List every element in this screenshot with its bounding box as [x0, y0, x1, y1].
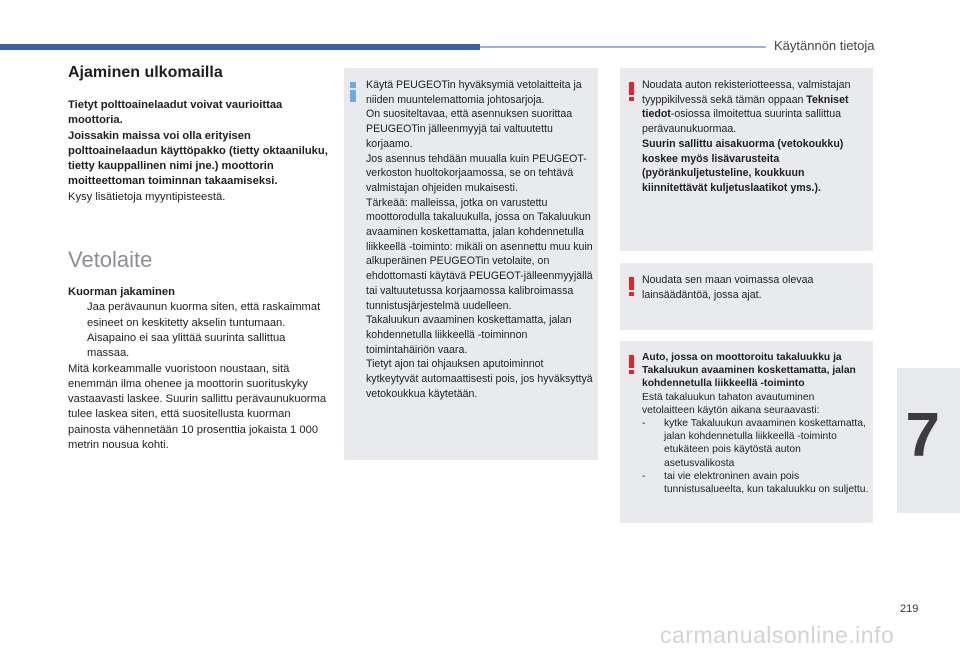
ask-dealer-text: Kysy lisätietoja myyntipisteestä. [68, 190, 226, 203]
warning-bold-text: Auto, jossa on moottoroitu takaluukku ja Takaluukun avaaminen koskettamatta, jalan kohdennetulla liikkeellä -toiminto [642, 352, 856, 390]
warning-icon [629, 355, 635, 374]
altitude-text: Mitä korkeammalle vuoristoon noustaan, sitä enemmän ilma ohenee ja moottorin suorituskyky vastaavasti laskee. Suurin sallittu perävaunukuorma tulee laskea siten, että suositellusta kuorman painosta vähennetään 10 prosenttia jokaista 1 000 metrin nousua kohti. [68, 362, 327, 452]
warning-icon [629, 277, 635, 296]
warning-text-part: -osiossa ilmoitettua suurinta sallittua perävaunukuormaa. [642, 108, 842, 136]
warning-text-part: Noudata auton rekisteriotteessa, valmistajan tyyppikilvessä sekä tämän oppaan [642, 79, 851, 106]
list-item [642, 417, 869, 470]
section-title: Ajaminen ulkomailla [68, 64, 223, 81]
page-number: 219 [900, 603, 919, 615]
dash-marker: - [642, 470, 646, 482]
warning-bold-text: Suurin sallittu aisakuorma (vetokoukku) koskee myös lisävarusteita (pyöränkuljetusteline, koukkuun kiinnitettävät kuljetuslaatikot yms.). [642, 137, 844, 194]
header-accent-bar [0, 44, 480, 50]
list-item [642, 470, 869, 496]
bullet-text: Jaa perävaunun kuorma siten, että raskaimmat esineet on keskitetty akselin tuntumaan. Aisapaino ei saa ylittää suurinta sallittua massaa. [87, 301, 321, 360]
warning-text [642, 78, 869, 196]
warning-box-load [620, 68, 873, 251]
list-item-text: tai vie elektroninen avain pois tunnistusalueelta, kun takaluukku on suljettu. [664, 470, 869, 496]
warning-box-tailgate [620, 341, 873, 523]
chapter-number: 7 [905, 401, 940, 470]
warning-text: Noudata sen maan voimassa olevaa lainsäädäntöä, jossa ajat. [642, 274, 814, 301]
manual-section-ref: Tekniset tiedot [642, 93, 849, 121]
warning-intro-text: Estä takaluukun tahaton avautuminen vetolaitteen käytön aikana seuraavasti: [642, 391, 820, 416]
list-item [68, 300, 328, 361]
info-box [344, 68, 598, 460]
list-item-text: kytke Takaluukun avaaminen koskettamatta, jalan kohdennetulla liikkeellä -toiminto etukäteen pois käytöstä auton asetusvalikosta [664, 418, 866, 469]
info-text: Käytä PEUGEOTin hyväksymiä vetolaitteita ja niiden muuntelemattomia johtosarjoja. On suositeltavaa, että asennuksen suorittaa PEUGEOTin jälleenmyyjä tai valtuutettu korjaamo. Jos asennus tehdään muualla kuin PEUGEOT-verkoston huoltokorjaamossa, se on tehtävä valmistajan ohjeiden mukaisesti. Tärkeää: malleissa, jotka on varustettu moottorodulla takaluukulla, jossa on Takaluukun avaaminen koskettamatta, jalan kohdennetulla liikkeellä -toiminto: mikäli on asennettu muu kuin alkuperäinen PEUGEOTin vetolaite, on ehdottomasti käytävä PEUGEOT-jälleenmyyjällä tai valtuutetussa korjaamossa kalibroimassa tunnistusjärjestelmä uudelleen. Takaluukun avaaminen koskettamatta, jalan kohdennetulla liikkeellä -toiminnon toimintahäiriön vaara. Tietyt ajon tai ohjauksen aputoiminnot kytkeytyvät automaattisesti pois, jos hyväksyttyä vetokoukkua käytetään. [366, 79, 593, 400]
tow-bar-heading: Vetolaite [68, 247, 153, 273]
dash-marker: - [642, 418, 646, 430]
warning-text [642, 351, 869, 496]
bullet-icon [68, 300, 87, 361]
chapter-title: Käytännön tietoja [774, 38, 875, 53]
watermark: carmanualsonline.info [660, 622, 895, 648]
info-icon [350, 82, 356, 100]
header-rule [480, 46, 766, 48]
load-distribution-subtitle: Kuorman jakaminen [68, 286, 175, 299]
left-column [68, 64, 328, 453]
warning-icon [629, 82, 635, 101]
warning-box-law [620, 263, 873, 330]
fuel-warning: Tietyt polttoainelaadut voivat vaurioittaa moottoria. Joissakin maissa voi olla erityisen polttoainelaadun käyttöpakko (tietty oktaaniluku, tietty kauppallinen nimi jne.) moottorin moitteettoman toiminnan takaamiseksi. [68, 99, 328, 188]
